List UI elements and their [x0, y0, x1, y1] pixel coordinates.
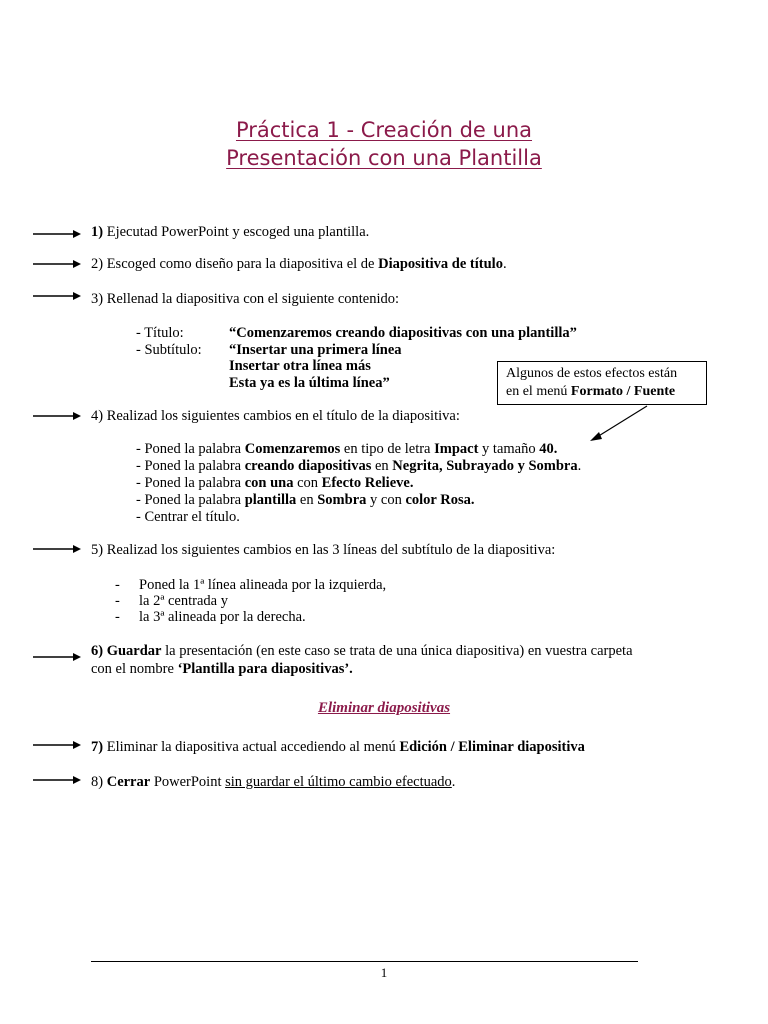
content-subtitle-line-2: Insertar otra línea más: [229, 358, 371, 374]
list-dash: -: [115, 577, 120, 593]
step-7: 7) Eliminar la diapositiva actual accediendo al menú Edición / Eliminar diapositiva: [91, 739, 585, 755]
title-change-item: - Poned la palabra plantilla en Sombra y con color Rosa.: [136, 492, 475, 508]
content-subtitle-label: - Subtítulo:: [136, 342, 202, 358]
footer-divider: [91, 961, 638, 962]
content-subtitle-line-1: “Insertar una primera línea: [229, 342, 402, 358]
step-1-number: 1): [91, 224, 104, 240]
step-4: 4) Realizad los siguientes cambios en el título de la diapositiva:: [91, 408, 460, 424]
step-2-bold: Diapositiva de título: [378, 256, 503, 272]
step-2: [91, 256, 507, 273]
arrow-right-icon: [33, 290, 81, 302]
title-change-item: - Poned la palabra con una con Efecto Relieve.: [136, 475, 414, 491]
arrow-right-icon: [33, 543, 81, 555]
arrow-right-icon: [33, 651, 81, 663]
subtitle-change-1: Poned la 1ª línea alineada por la izquierda,: [139, 577, 387, 593]
subtitle-change-2: la 2ª centrada y: [139, 593, 228, 609]
arrow-right-icon: [33, 258, 81, 270]
step-1: [91, 224, 369, 241]
list-dash: -: [115, 609, 120, 625]
step-3: 3) Rellenad la diapositiva con el siguiente contenido:: [91, 291, 400, 307]
step-5: 5) Realizad los siguientes cambios en las 3 líneas del subtítulo de la diapositiva:: [91, 542, 556, 558]
page-title-line-2: Presentación con una Plantilla: [226, 146, 542, 170]
callout-note: [497, 361, 707, 405]
content-title-label: - Título:: [136, 325, 184, 341]
title-change-item: - Centrar el título.: [136, 509, 240, 525]
content-title-value: “Comenzaremos creando diapositivas con una plantilla”: [229, 325, 577, 341]
arrow-right-icon: [33, 739, 81, 751]
callout-line-1: Algunos de estos efectos están: [506, 366, 678, 381]
title-change-item: - Poned la palabra Comenzaremos en tipo de letra Impact y tamaño 40.: [136, 441, 558, 457]
content-subtitle-line-3: Esta ya es la última línea”: [229, 375, 390, 391]
subtitle-change-3: la 3ª alineada por la derecha.: [139, 609, 306, 625]
title-change-item: - Poned la palabra creando diapositivas en Negrita, Subrayado y Sombra.: [136, 458, 582, 474]
page-title-line-1: Práctica 1 - Creación de una: [235, 118, 533, 142]
step-1-text: Ejecutad PowerPoint y escoged una plantilla.: [103, 224, 370, 240]
section-heading: Eliminar diapositivas: [317, 700, 451, 716]
callout-pointer-arrow-icon: [585, 404, 655, 444]
callout-line-2: en el menú Formato / Fuente: [506, 384, 676, 399]
arrow-right-icon: [33, 410, 81, 422]
arrow-right-icon: [33, 228, 81, 240]
step-6: 6) Guardar la presentación (en este caso se trata de una única diapositiva) en vuestra carpeta: [91, 643, 633, 659]
page-number: 1: [380, 965, 388, 980]
arrow-right-icon: [33, 774, 81, 786]
step-2-end: .: [502, 256, 507, 272]
step-2-text: 2) Escoged como diseño para la diapositiva el de: [91, 256, 379, 272]
step-8: 8) Cerrar PowerPoint sin guardar el último cambio efectuado.: [91, 774, 456, 790]
list-dash: -: [115, 593, 120, 609]
step-6-line-2: con el nombre ‘Plantilla para diapositivas’.: [91, 661, 353, 677]
